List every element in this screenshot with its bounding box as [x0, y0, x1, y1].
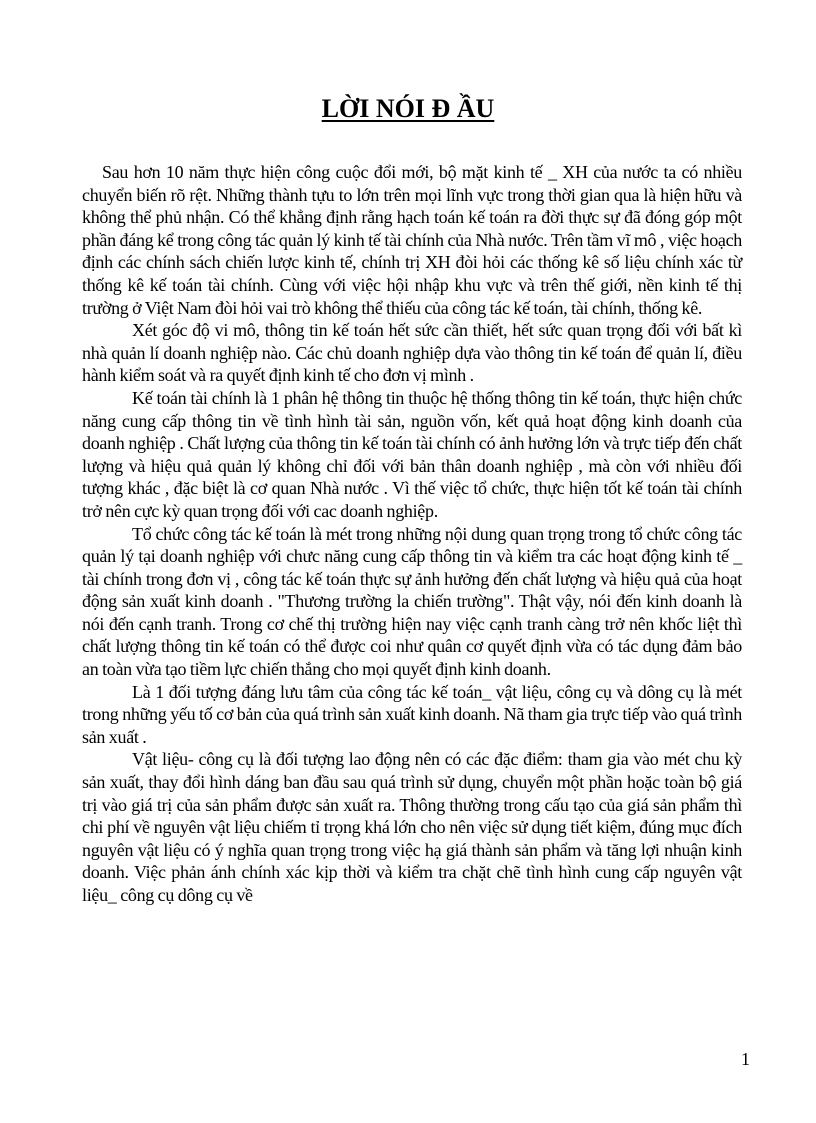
page-number: 1 — [741, 1049, 750, 1069]
paragraph-6: Vật liệu- công cụ là đối tượng lao động nên có các đặc điểm: tham gia vào mét chu kỳ sản xuất, thay đổi hình dáng ban đầu sau quá trình sử dụng, chuyển một phần hoặc toàn bộ giá trị vào giá trị của sản phẩm được sản xuất ra. Thông thường trong cấu tạo của giá sản phẩm thì chi phí về nguyên vật liệu chiếm tỉ trọng khá lớn cho nên việc sử dụng tiết kiệm, đúng mục đích nguyên vật liệu có ý nghĩa quan trọng trong việc hạ giá thành sản phẩm và tăng lợi nhuận kinh doanh. Việc phản ánh chính xác kịp thời và kiểm tra chặt chẽ tình hình cung cấp nguyên vật liệu_ công cụ dông cụ về — [82, 749, 742, 905]
paragraph-1: Sau hơn 10 năm thực hiện công cuộc đổi mới, bộ mặt kinh tế _ XH của nước ta có nhiều chuyển biến rõ rệt. Những thành tựu to lớn trên mọi lĩnh vực trong thời gian qua là hiện hữu và không thể phủ nhận. Có thể khẳng định rằng hạch toán kế toán ra đời thực sự đã đóng góp một phần đáng kể trong công tác quản lý kinh tế tài chính của Nhà nước. Trên tầm vĩ mô , việc hoạch định các chính sách chiến lược kinh tế, chính trị XH đòi hỏi các thống kê số liệu chính xác từ thống kê kế toán tài chính. Cùng với việc hội nhập khu vực và trên thế giới, nền kinh tế thị trường ở Việt Nam đòi hỏi vai trò không thể thiếu của công tác kế toán, tài chính, thống kê. — [82, 162, 742, 318]
paragraph-3: Kế toán tài chính là 1 phân hệ thông tin thuộc hệ thống thông tin kế toán, thực hiện chức năng cung cấp thông tin về tình hình tài sản, nguồn vốn, kết quả hoạt động kinh doanh của doanh nghiệp . Chất lượng của thông tin kế toán tài chính có ảnh hưởng lớn và trực tiếp đến chất lượng và hiệu quả quản lý không chỉ đối với bản thân doanh nghiệp , mà còn với nhiều đối tượng khác , đặc biệt là cơ quan Nhà nước . Vì thế việc tổ chức, thực hiện tốt kế toán tài chính trở nên cực kỳ quan trọng đối với cac doanh nghiệp. — [82, 387, 742, 521]
page-title — [0, 94, 816, 124]
page-title-text: LỜI NÓI Đ ẦU — [321, 94, 495, 123]
paragraph-2: Xét góc độ vi mô, thông tin kế toán hết sức cần thiết, hết sức quan trọng đối với bất kì nhà quản lí doanh nghiệp nào. Các chủ doanh nghiệp dựa vào thông tin kế toán để quản lí, điều hành kiểm soát và ra quyết định kinh tế cho đơn vị mình . — [82, 320, 742, 386]
document-body — [82, 161, 742, 907]
paragraph-4: Tổ chức công tác kế toán là mét trong những nội dung quan trọng trong tổ chức công tác quản lý tại doanh nghiệp với chưc năng cung cấp thông tin và kiểm tra các hoạt động kinh tế _ tài chính trong đơn vị , công tác kế toán thực sự ảnh hưởng đến chất lượng và hiệu quả của hoạt động sản xuất kinh doanh . "Thương trường la chiến trường". Thật vậy, nói đến kinh doanh là nói đến cạnh tranh. Trong cơ chế thị trường hiện nay việc cạnh tranh càng trở nên khốc liệt thì chất lượng thông tin kế toán có thể được coi như quân cơ quyết định vừa có tác dụng đảm bảo an toàn vừa tạo tiềm lực chiến thắng cho mọi quyết định kinh doanh. — [82, 523, 742, 680]
paragraph-5: Là 1 đối tượng đáng lưu tâm của công tác kế toán_ vật liệu, công cụ và dông cụ là mét trong những yếu tố cơ bản của quá trình sản xuất kinh doanh. Nã tham gia trực tiếp vào quá trình sản xuất . — [82, 681, 742, 747]
